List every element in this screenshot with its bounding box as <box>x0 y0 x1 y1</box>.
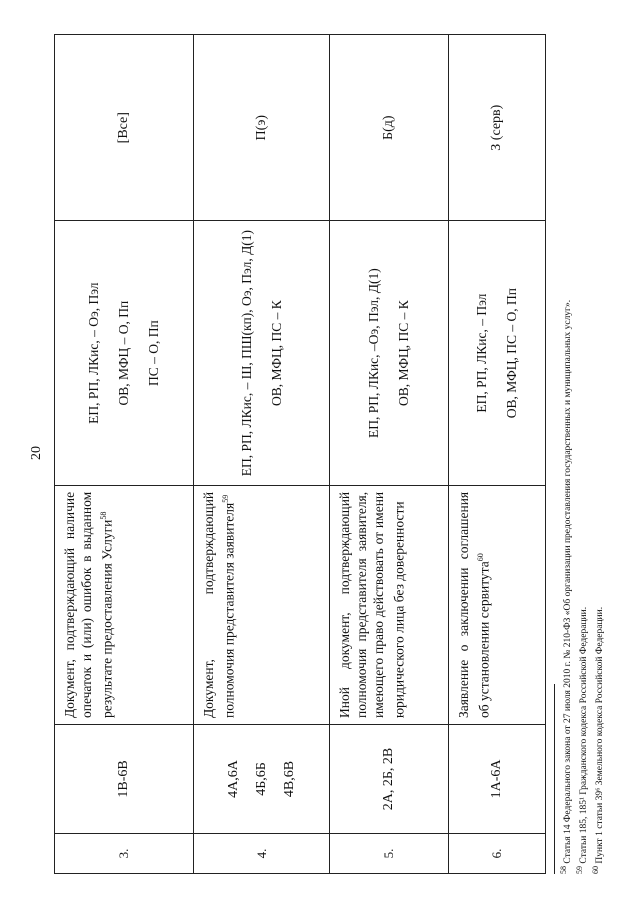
row-number: 4. <box>194 833 330 873</box>
row-document: Иной документ, подтверждающий полномочия представителя заявителя, имеющего право действовать от имени юридического лица без доверенности <box>330 485 449 724</box>
table-row <box>55 35 194 874</box>
page-number: 20 <box>29 446 44 460</box>
row-document: Документ, подтверждающий наличие опечаток и (или) ошибок в выданном результате предоставления Услуги$^{58}$ <box>55 485 194 724</box>
row-channels: ЕП, РП, ЛКис, –Оэ, Пэл, Д(1) ОВ, МФЦ, ПС – К <box>330 221 449 485</box>
row-number: 6. <box>449 833 546 873</box>
rotated-page <box>54 34 606 874</box>
table-row <box>330 35 449 874</box>
row-type: [Все] <box>55 35 194 221</box>
row-channels: ЕП, РП, ЛКис, – Пэл ОВ, МФЦ, ПС – О, Пп <box>449 221 546 485</box>
row-document: Документ, подтверждающий полномочия представителя заявителя$^{59}$ <box>194 485 330 724</box>
footnote: $^{60}$ Пункт 1 статьи 39⁶ Земельного кодекса Российской Федерации. <box>591 606 606 874</box>
row-codes: 1В-6В <box>55 725 194 834</box>
row-type: П(э) <box>194 35 330 221</box>
document-table <box>54 34 546 874</box>
row-number: 5. <box>330 833 449 873</box>
row-codes: 2А, 2Б, 2В <box>330 725 449 834</box>
footnote-rule <box>554 684 555 874</box>
row-channels: ЕП, РП, ЛКис, – Ш, ПШ(кп), Оэ, Пэл, Д(1) ОВ, МФЦ, ПС – К <box>194 221 330 485</box>
row-codes: 4А,6А 4Б,6Б 4В,6В <box>194 725 330 834</box>
footnote: $^{58}$ Статья 14 Федерального закона от 27 июля 2010 г. № 210-ФЗ «Об организации предоставления государственных и муниципальных услуг». <box>559 299 574 874</box>
table-row <box>194 35 330 874</box>
table-row <box>449 35 546 874</box>
row-number: 3. <box>55 833 194 873</box>
row-type: З (серв) <box>449 35 546 221</box>
row-type: Б(д) <box>330 35 449 221</box>
row-document: Заявление о заключении соглашения об установлении сервитута$^{60}$ <box>449 485 546 724</box>
footnotes <box>554 34 606 874</box>
footnote: $^{59}$ Статьи 185, 185¹ Гражданского кодекса Российской Федерации. <box>575 606 590 874</box>
row-channels: ЕП, РП, ЛКис, – Оэ, Пэл ОВ, МФЦ – О, Пп ПС – О, Пп <box>55 221 194 485</box>
row-codes: 1А-6А <box>449 725 546 834</box>
